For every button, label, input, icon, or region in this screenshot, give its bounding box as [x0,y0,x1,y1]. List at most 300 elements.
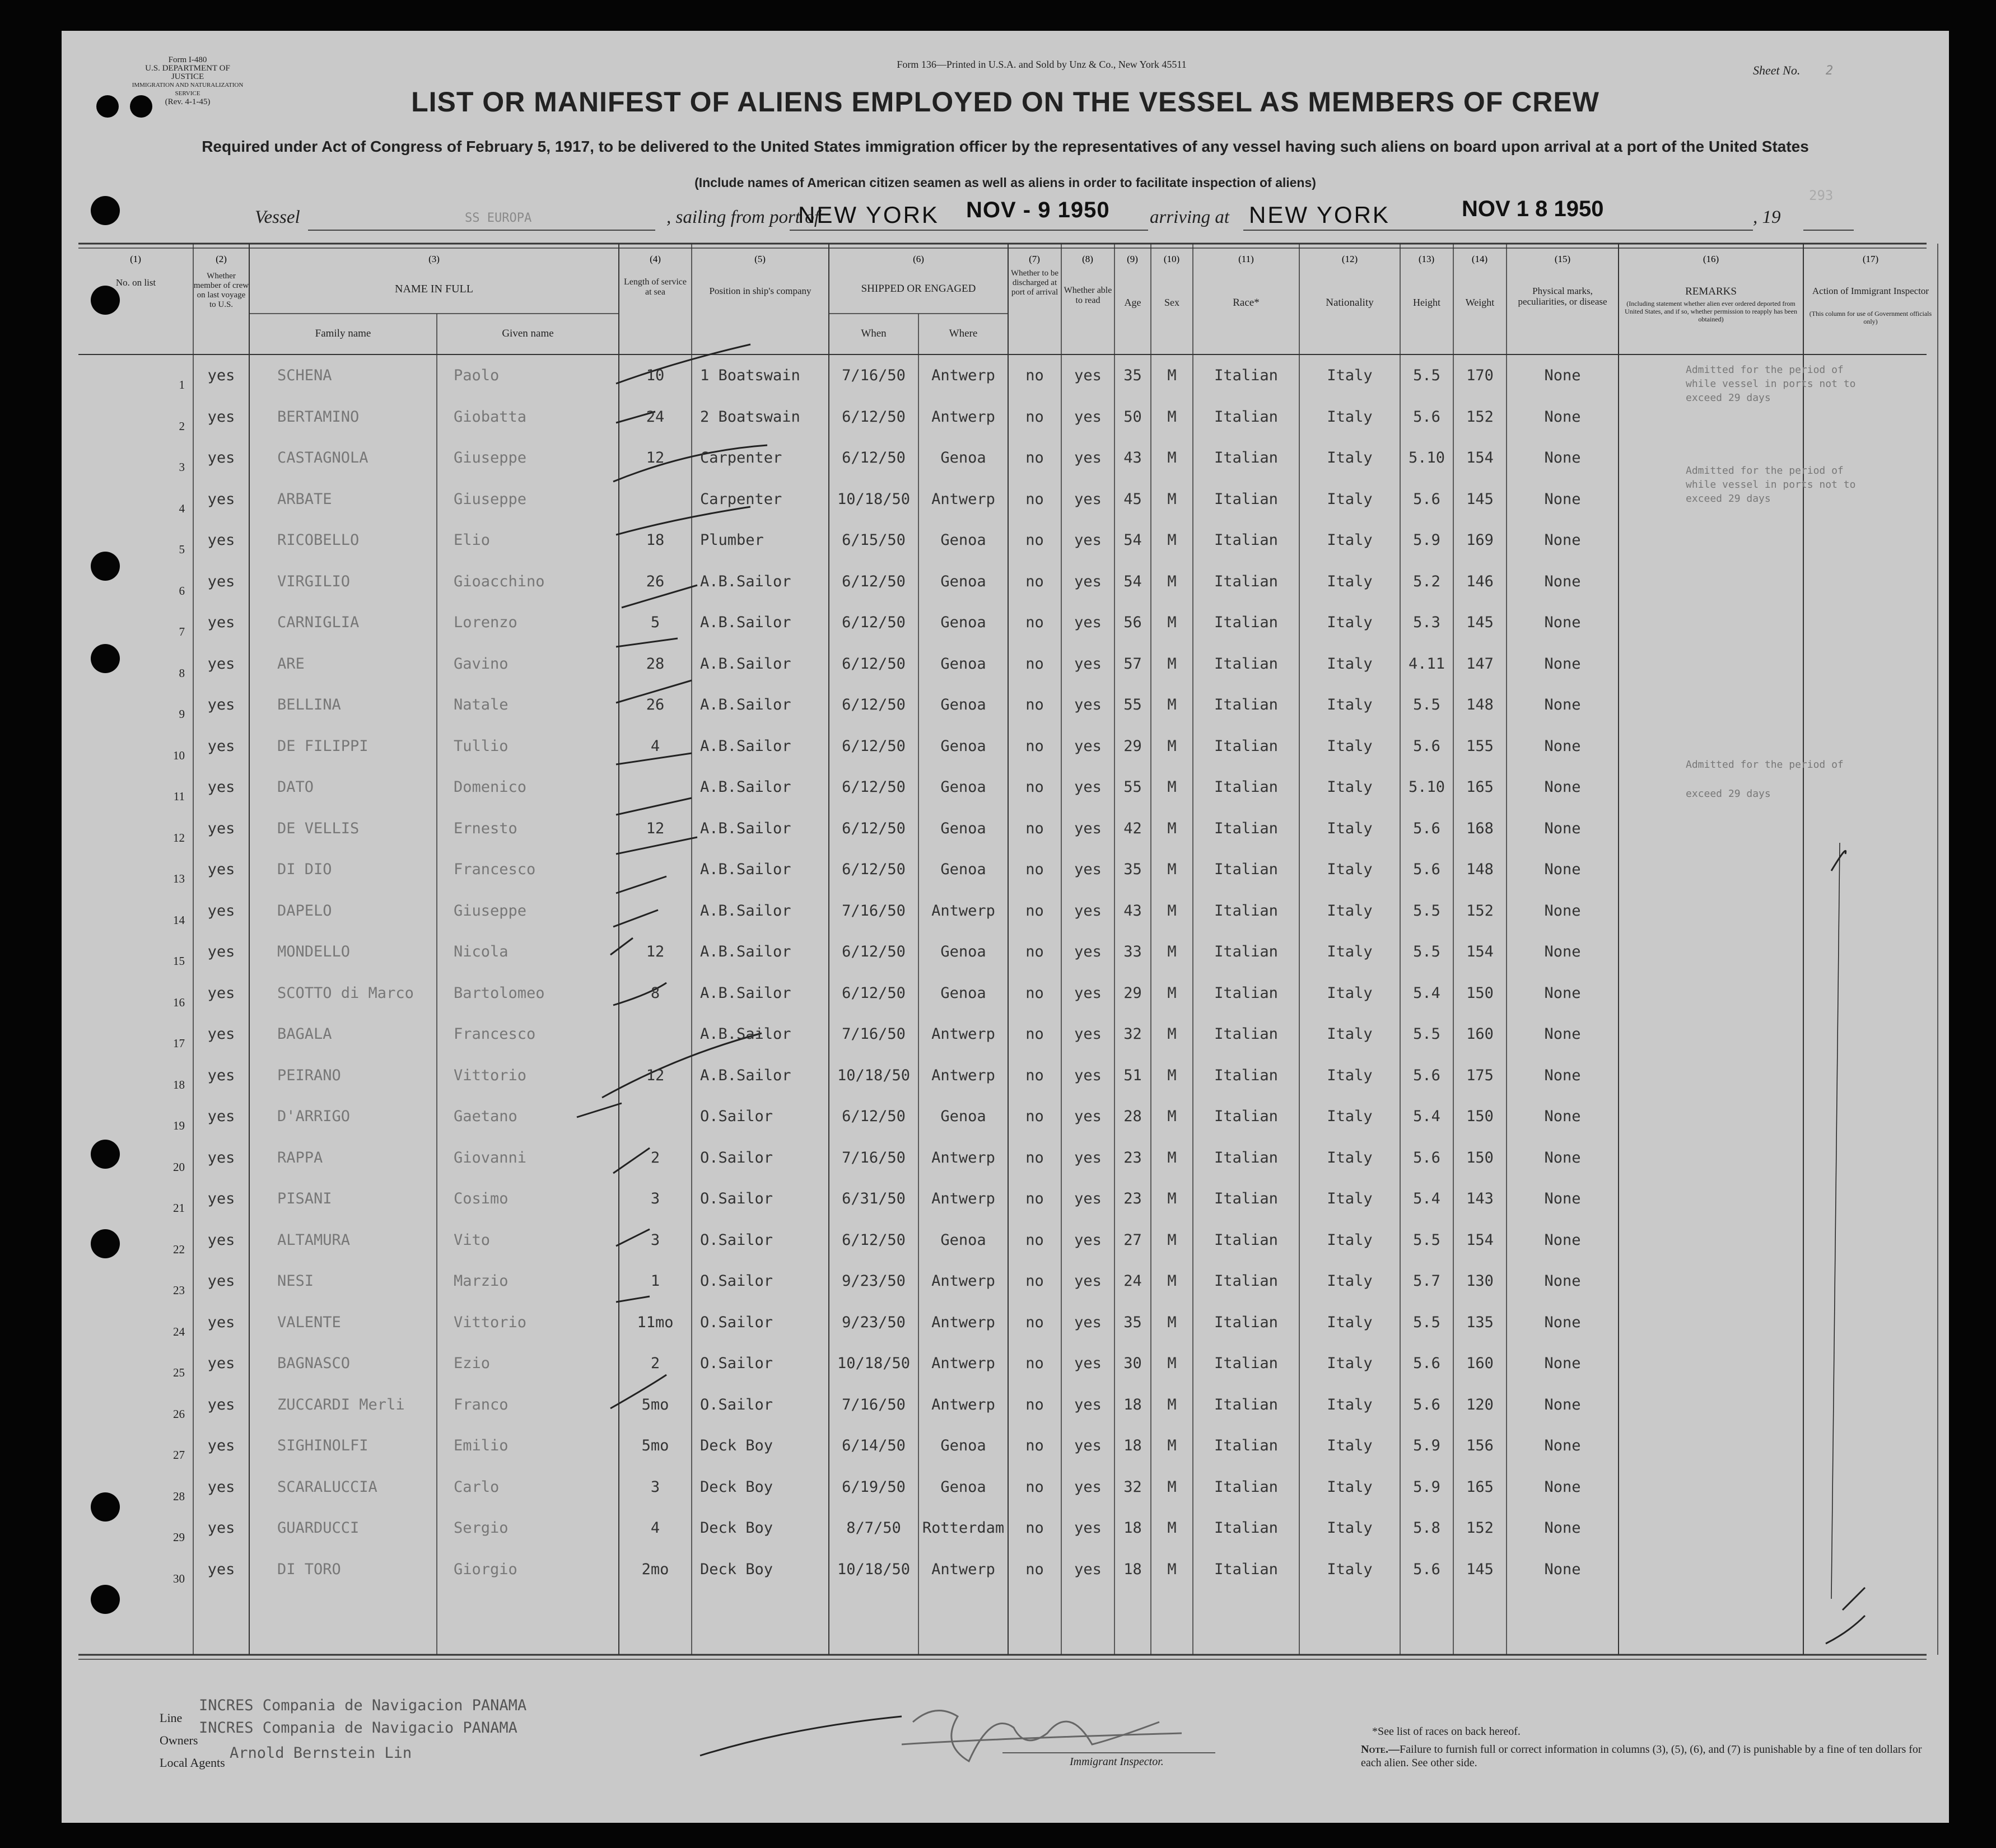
cell-when: 9/23/50 [842,1272,906,1290]
cell-age: 43 [1123,449,1142,466]
cell-sex: M [1167,408,1177,426]
cell-disch: no [1025,861,1044,878]
cell-family: DE VELLIS [277,819,360,837]
cell-where: Genoa [940,737,986,755]
cell-family: DI DIO [277,861,332,878]
cell-given: Giorgio [454,1560,517,1578]
header-name-in-full: NAME IN FULL [395,283,473,295]
cell-position: 1 Boatswain [700,367,800,384]
cell-given: Vittorio [454,1066,527,1084]
cell-service: 3 [650,1231,660,1249]
cell-race: Italian [1214,819,1278,837]
cell-race: Italian [1214,655,1278,673]
row-number: 10 [173,748,185,762]
cell-read: yes [1074,1231,1102,1249]
cell-age: 29 [1123,737,1142,755]
cell-disch: no [1025,943,1044,960]
cell-position: A.B.Sailor [700,655,791,673]
remark-row3-b: while vessel in ports not to [1686,479,1856,491]
cell-disch: no [1025,1519,1044,1537]
cell-family: BERTAMINO [277,408,360,426]
cell-marks: None [1544,1396,1581,1413]
cell-prev: yes [207,696,235,713]
cell-prev: yes [207,614,235,631]
cell-race: Italian [1214,449,1278,466]
row-number: 14 [173,913,185,927]
cell-marks: None [1544,1231,1581,1249]
cell-read: yes [1074,1066,1102,1084]
cell-family: VIRGILIO [277,572,351,590]
cell-disch: no [1025,1190,1044,1207]
cell-marks: None [1544,1355,1581,1372]
cell-sex: M [1167,737,1177,755]
cell-marks: None [1544,819,1581,837]
cell-where: Genoa [940,614,986,631]
cell-position: A.B.Sailor [700,943,791,960]
cell-disch: no [1025,1066,1044,1084]
column-number: (17) [1862,254,1879,264]
cell-nat: Italy [1327,1437,1373,1454]
cell-weight: 170 [1466,367,1494,384]
cell-read: yes [1074,572,1102,590]
remark-row9-a: Admitted for the period of [1686,759,1844,771]
cell-sex: M [1167,1437,1177,1454]
cell-nat: Italy [1327,696,1373,713]
cell-sex: M [1167,778,1177,796]
line-label: Line [160,1711,183,1725]
cell-family: RICOBELLO [277,531,360,549]
cell-service: 3 [650,1190,660,1207]
cell-height: 5.6 [1413,737,1440,755]
cell-race: Italian [1214,367,1278,384]
cell-weight: 148 [1466,696,1494,713]
cell-read: yes [1074,902,1102,920]
cell-marks: None [1544,1066,1581,1084]
agents-value: Arnold Bernstein Lin [230,1744,412,1762]
cell-read: yes [1074,408,1102,426]
cell-prev: yes [207,655,235,673]
cell-weight: 152 [1466,902,1494,920]
cell-height: 5.6 [1413,490,1440,508]
cell-prev: yes [207,902,235,920]
row-number: 18 [173,1077,185,1091]
cell-age: 56 [1123,614,1142,631]
form-number: Form I-480 [168,55,207,64]
cell-when: 6/12/50 [842,737,906,755]
cell-where: Genoa [940,572,986,590]
cell-race: Italian [1214,1272,1278,1290]
column-number: (3) [428,254,440,264]
cell-nat: Italy [1327,614,1373,631]
cell-when: 6/12/50 [842,943,906,960]
cell-read: yes [1074,943,1102,960]
cell-given: Gioacchino [454,572,545,590]
cell-nat: Italy [1327,449,1373,466]
cell-position: O.Sailor [700,1108,773,1125]
cell-weight: 145 [1466,490,1494,508]
cell-given: Domenico [454,778,527,796]
cell-where: Genoa [940,655,986,673]
cell-weight: 154 [1466,1231,1494,1249]
cell-when: 7/16/50 [842,902,906,920]
row-number: 7 [179,625,185,638]
cell-position: O.Sailor [700,1355,773,1372]
header-discharged: Whether to be discharged at port of arrival [1011,269,1058,297]
column-number: (13) [1418,254,1435,264]
header-when: When [861,328,887,339]
header-service-length: Length of service at sea [624,277,687,297]
cell-disch: no [1025,1272,1044,1290]
cell-race: Italian [1214,943,1278,960]
cell-disch: no [1025,1025,1044,1043]
remark-row1-a: Admitted for the period of [1686,364,1844,376]
sailing-port: NEW YORK [798,202,939,228]
cell-family: SIGHINOLFI [277,1437,369,1454]
cell-where: Antwerp [931,902,995,920]
cell-family: BAGALA [277,1025,332,1043]
cell-when: 6/12/50 [842,861,906,878]
cell-prev: yes [207,531,235,549]
inspector-label: Immigrant Inspector. [1070,1756,1164,1768]
cell-given: Marzio [454,1272,509,1290]
cell-nat: Italy [1327,861,1373,878]
cell-age: 23 [1123,1190,1142,1207]
cell-prev: yes [207,1313,235,1331]
header-age: Age [1124,297,1141,308]
cell-sex: M [1167,1066,1177,1084]
cell-read: yes [1074,1437,1102,1454]
cell-marks: None [1544,1190,1581,1207]
cell-where: Genoa [940,943,986,960]
cell-where: Rotterdam [922,1519,1005,1537]
cell-service: 4 [650,737,660,755]
vessel-label: Vessel [255,207,300,227]
cell-given: Vito [454,1231,491,1249]
cell-when: 10/18/50 [837,1560,911,1578]
cell-age: 23 [1123,1149,1142,1166]
cell-sex: M [1167,1478,1177,1496]
cell-family: DI TORO [277,1560,341,1578]
cell-where: Antwerp [931,1066,995,1084]
cell-nat: Italy [1327,408,1373,426]
cell-prev: yes [207,1108,235,1125]
cell-when: 6/14/50 [842,1437,906,1454]
cell-disch: no [1025,1108,1044,1125]
cell-race: Italian [1214,614,1278,631]
cell-marks: None [1544,614,1581,631]
cell-weight: 160 [1466,1025,1494,1043]
cell-weight: 130 [1466,1272,1494,1290]
cell-age: 18 [1123,1519,1142,1537]
row-number: 11 [173,790,185,803]
cell-read: yes [1074,1478,1102,1496]
cell-marks: None [1544,1560,1581,1578]
cell-disch: no [1025,819,1044,837]
cell-disch: no [1025,984,1044,1002]
cell-height: 5.5 [1413,902,1440,920]
cell-weight: 156 [1466,1437,1494,1454]
row-number: 25 [173,1366,185,1379]
cell-marks: None [1544,1025,1581,1043]
column-number: (12) [1341,254,1358,264]
cell-disch: no [1025,1149,1044,1166]
cell-prev: yes [207,1025,235,1043]
column-number: (7) [1029,254,1040,264]
cell-height: 5.10 [1408,449,1445,466]
cell-service: 24 [646,408,665,426]
cell-disch: no [1025,490,1044,508]
cell-when: 7/16/50 [842,1025,906,1043]
page-subtitle: Required under Act of Congress of February 5, 1917, to be delivered to the United States immigration officer by the representatives of any vessel having such aliens on board upon arrival at a port of the United States [202,138,1809,155]
cell-age: 54 [1123,572,1142,590]
cell-age: 32 [1123,1025,1142,1043]
cell-sex: M [1167,984,1177,1002]
cell-race: Italian [1214,1108,1278,1125]
cell-when: 6/12/50 [842,1231,906,1249]
cell-where: Genoa [940,778,986,796]
cell-given: Lorenzo [454,614,517,631]
cell-height: 5.4 [1413,1190,1440,1207]
cell-prev: yes [207,1478,235,1496]
cell-weight: 152 [1466,408,1494,426]
cell-prev: yes [207,1190,235,1207]
header-position: Position in ship's company [709,286,812,296]
cell-family: ARBATE [277,490,332,508]
cell-prev: yes [207,1560,235,1578]
cell-prev: yes [207,449,235,466]
column-number: (6) [913,254,924,264]
cell-prev: yes [207,861,235,878]
cell-when: 6/12/50 [842,696,906,713]
cell-race: Italian [1214,1396,1278,1413]
cell-height: 5.4 [1413,984,1440,1002]
cell-given: Giobatta [454,408,527,426]
cell-height: 5.3 [1413,614,1440,631]
row-number: 9 [179,707,185,721]
cell-nat: Italy [1327,531,1373,549]
cell-when: 6/19/50 [842,1478,906,1496]
cell-weight: 168 [1466,819,1494,837]
cell-weight: 150 [1466,1108,1494,1125]
cell-nat: Italy [1327,367,1373,384]
cell-position: A.B.Sailor [700,819,791,837]
cell-height: 5.10 [1408,778,1445,796]
cell-weight: 120 [1466,1396,1494,1413]
cell-when: 7/16/50 [842,1149,906,1166]
column-number: (5) [754,254,766,264]
cell-height: 5.6 [1413,1560,1440,1578]
cell-sex: M [1167,490,1177,508]
cell-sex: M [1167,943,1177,960]
row-number: 6 [179,584,185,598]
cell-when: 10/18/50 [837,1066,911,1084]
row-number: 22 [173,1242,185,1256]
cell-nat: Italy [1327,1313,1373,1331]
cell-service: 18 [646,531,665,549]
cell-marks: None [1544,1149,1581,1166]
row-number: 5 [179,543,185,556]
cell-prev: yes [207,1437,235,1454]
cell-marks: None [1544,1437,1581,1454]
header-nationality: Nationality [1326,297,1374,309]
cell-disch: no [1025,614,1044,631]
cell-given: Natale [454,696,509,713]
cell-family: ARE [277,655,305,673]
header-race: Race* [1233,297,1260,309]
cell-disch: no [1025,1396,1044,1413]
cell-nat: Italy [1327,1066,1373,1084]
cell-when: 10/18/50 [837,1355,911,1372]
cell-weight: 152 [1466,1519,1494,1537]
cell-race: Italian [1214,696,1278,713]
cell-read: yes [1074,1519,1102,1537]
cell-service: 5mo [641,1396,669,1413]
row-number: 3 [179,460,185,474]
cell-age: 32 [1123,1478,1142,1496]
departure-stamp: NOV - 9 1950 [966,198,1110,222]
cell-when: 6/12/50 [842,819,906,837]
cell-family: DE FILIPPI [277,737,369,755]
cell-weight: 143 [1466,1190,1494,1207]
cell-height: 5.6 [1413,861,1440,878]
cell-nat: Italy [1327,1108,1373,1125]
cell-read: yes [1074,819,1102,837]
cell-marks: None [1544,1108,1581,1125]
cell-nat: Italy [1327,1190,1373,1207]
cell-marks: None [1544,696,1581,713]
cell-prev: yes [207,490,235,508]
cell-disch: no [1025,737,1044,755]
cell-nat: Italy [1327,1025,1373,1043]
row-number: 19 [173,1119,185,1132]
cell-family: ALTAMURA [277,1231,351,1249]
cell-read: yes [1074,1149,1102,1166]
cell-where: Antwerp [931,1149,995,1166]
cell-position: Plumber [700,531,764,549]
cell-position: A.B.Sailor [700,861,791,878]
cell-family: NESI [277,1272,314,1290]
cell-where: Antwerp [931,490,995,508]
cell-nat: Italy [1327,1149,1373,1166]
cell-prev: yes [207,778,235,796]
cell-sex: M [1167,614,1177,631]
column-number: (10) [1163,254,1180,264]
cell-marks: None [1544,1272,1581,1290]
cell-marks: None [1544,531,1581,549]
cell-sex: M [1167,1313,1177,1331]
cell-age: 24 [1123,1272,1142,1290]
remark-row3-c: exceed 29 days [1686,493,1771,505]
cell-where: Genoa [940,531,986,549]
owners-label: Owners [160,1733,198,1747]
cell-weight: 135 [1466,1313,1494,1331]
cell-where: Genoa [940,861,986,878]
cell-disch: no [1025,1231,1044,1249]
cell-disch: no [1025,655,1044,673]
row-number: 12 [173,830,185,844]
cell-nat: Italy [1327,737,1373,755]
cell-position: A.B.Sailor [700,1025,791,1043]
header-given-name: Given name [502,328,554,339]
cell-prev: yes [207,819,235,837]
remark-row10-a: exceed 29 days [1686,788,1771,800]
cell-where: Genoa [940,696,986,713]
cell-position: Deck Boy [700,1437,773,1454]
sheet-number-value: 2 [1825,64,1834,78]
column-number: (16) [1703,254,1719,264]
manifest-sheet [62,31,1949,1823]
cell-given: Gaetano [454,1108,517,1125]
cell-given: Giuseppe [454,490,527,508]
cell-position: A.B.Sailor [700,737,791,755]
cell-race: Italian [1214,1313,1278,1331]
cell-family: SCHENA [277,367,332,384]
cell-family: CARNIGLIA [277,614,360,631]
cell-race: Italian [1214,531,1278,549]
cell-marks: None [1544,1313,1581,1331]
cell-given: Ernesto [454,819,517,837]
cell-height: 5.5 [1413,1313,1440,1331]
owners-value: INCRES Compania de Navigacio PANAMA [199,1719,517,1737]
cell-weight: 148 [1466,861,1494,878]
cell-read: yes [1074,1355,1102,1372]
cell-nat: Italy [1327,1396,1373,1413]
cell-age: 30 [1123,1355,1142,1372]
cell-read: yes [1074,778,1102,796]
header-inspector-action: Action of Immigrant Inspector [1812,286,1929,296]
cell-service: 1 [650,1272,660,1290]
cell-sex: M [1167,449,1177,466]
cell-nat: Italy [1327,984,1373,1002]
cell-sex: M [1167,655,1177,673]
cell-age: 54 [1123,531,1142,549]
cell-sex: M [1167,1519,1177,1537]
cell-read: yes [1074,696,1102,713]
cell-race: Italian [1214,1519,1278,1537]
cell-family: ZUCCARDI Merli [277,1396,405,1413]
cell-disch: no [1025,408,1044,426]
cell-weight: 145 [1466,1560,1494,1578]
cell-position: O.Sailor [700,1149,773,1166]
cell-marks: None [1544,490,1581,508]
header-physical-marks: Physical marks, peculiarities, or disease [1518,286,1607,307]
header-family-name: Family name [315,328,371,339]
cell-disch: no [1025,778,1044,796]
cell-age: 18 [1123,1396,1142,1413]
cell-when: 7/16/50 [842,367,906,384]
cell-nat: Italy [1327,1272,1373,1290]
cell-age: 33 [1123,943,1142,960]
cell-prev: yes [207,737,235,755]
column-number: (15) [1554,254,1571,264]
cell-family: GUARDUCCI [277,1519,360,1537]
sailing-label: , sailing from port of [666,207,819,227]
cell-position: Deck Boy [700,1560,773,1578]
arriving-label: arriving at [1150,207,1230,227]
cell-read: yes [1074,1190,1102,1207]
cell-position: O.Sailor [700,1231,773,1249]
row-number: 2 [179,419,185,433]
cell-when: 6/15/50 [842,531,906,549]
printer-line: Form 136—Printed in U.S.A. and Sold by Unz & Co., New York 45511 [897,59,1187,70]
cell-height: 4.11 [1408,655,1445,673]
service-name: IMMIGRATION AND NATURALIZATION SERVICE [132,82,244,97]
cell-family: D'ARRIGO [277,1108,351,1125]
cell-sex: M [1167,531,1177,549]
cell-service: 12 [646,819,665,837]
fine-note [1361,1743,1932,1770]
header-able-to-read: Whether able to read [1064,286,1112,305]
